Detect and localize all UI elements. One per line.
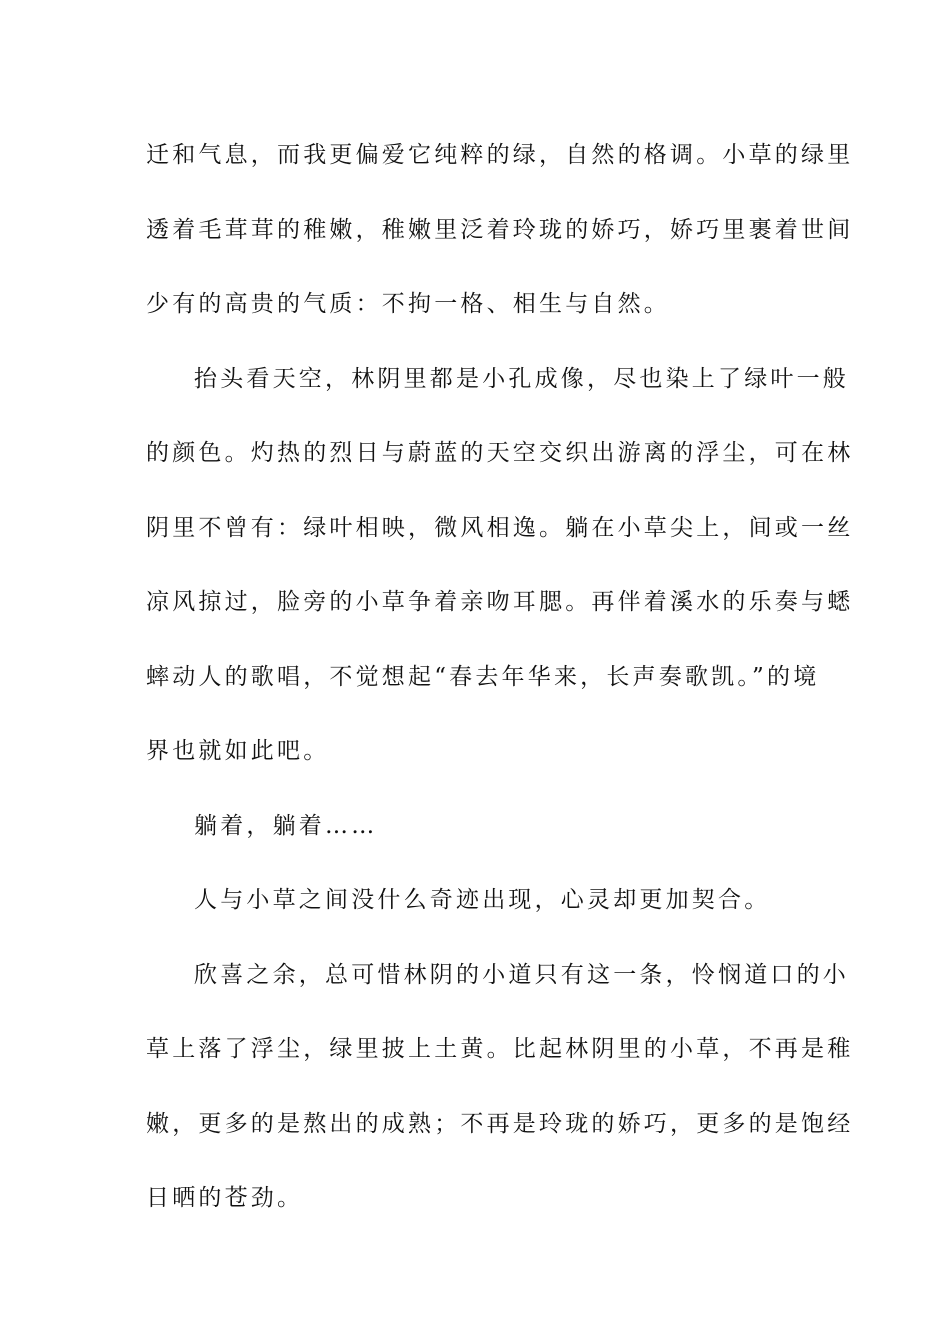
text-line: 的颜色。灼热的烈日与蔚蓝的天空交织出游离的浮尘，可在林 [146,440,854,466]
text-line-indented: 人与小草之间没什么奇迹出现，心灵却更加契合。 [194,887,771,913]
body-text [146,118,854,1236]
text-line: 阴里不曾有：绿叶相映，微风相逸。躺在小草尖上，间或一丝 [146,514,854,541]
text-line: 日晒的苍劲。 [146,1185,304,1211]
text-line-indented: 欣喜之余，总可惜林阴的小道只有这一条，怜悯道口的小 [194,961,849,988]
text-line: 迁和气息，而我更偏爱它纯粹的绿，自然的格调。小草的绿里 [146,142,854,168]
text-line-indented: 躺着，躺着…… [194,812,378,839]
text-line: 透着毛茸茸的稚嫩，稚嫩里泛着玲珑的娇巧，娇巧里裹着世间 [146,216,854,243]
text-line: 嫩，更多的是熬出的成熟；不再是玲珑的娇巧，更多的是饱经 [146,1110,854,1137]
text-line: 少有的高贵的气质：不拘一格、相生与自然。 [146,291,670,317]
text-line: 界也就如此吧。 [146,738,330,764]
text-line: 蟀动人的歌唱，不觉想起“春去年华来，长声奏歌凯。”的境 [146,663,820,690]
text-line: 凉风掠过，脸旁的小草争着亲吻耳腮。再伴着溪水的乐奏与蟋 [146,589,854,615]
text-line: 草上落了浮尘，绿里披上土黄。比起林阴里的小草，不再是稚 [146,1036,854,1062]
text-line-indented: 抬头看天空，林阴里都是小孔成像，尽也染上了绿叶一般 [194,365,849,392]
